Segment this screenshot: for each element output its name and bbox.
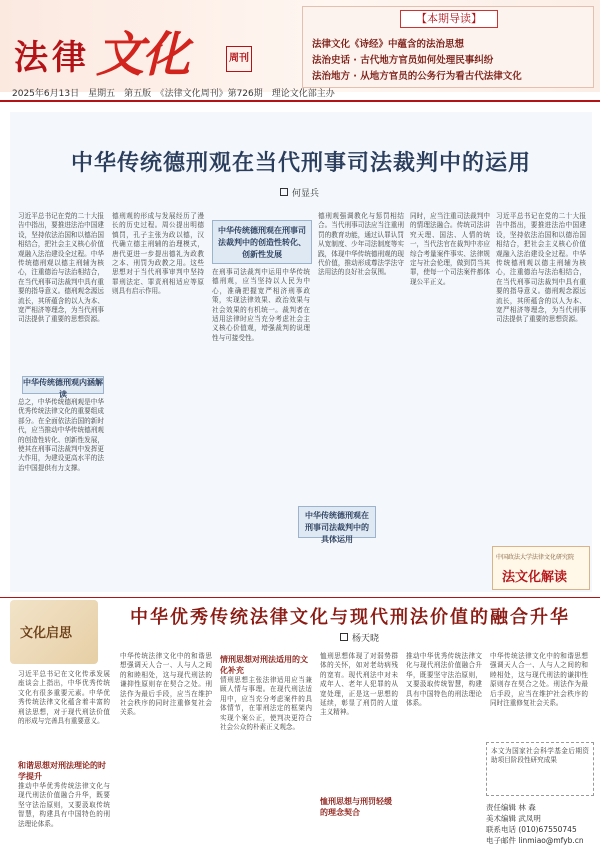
article2-author: 杨天晓: [352, 634, 380, 644]
byline-square-icon: [280, 188, 288, 196]
credit-editor: 责任编辑 林 森: [486, 803, 536, 812]
article1-column-6: 习近平总书记在党的二十大报告中指出，要推进法治中国建设，坚持依法治国和以德治国相结合，把社会主义核心价值观融入法治建设全过程。中华传统德刑观以德主刑辅为核心，注重德治与法治相结合，在当代刑事司法裁判中具有重要的指导意义。德刑观念源远流长，其所蕴含的以人为本、宽严相济等理念，为当代刑事司法提供了重要的思想资源。: [496, 212, 586, 324]
article1-column-2: 德刑观的形成与发展经历了漫长的历史过程。周公提出明德慎罚，孔子主张为政以德，汉代确立德主刑辅的治理模式，唐代更进一步提出德礼为政教之本、刑罚为政教之用。这些思想对于当代刑事审判中坚持罪刑法定、罪责刑相适应等原则具有启示作用。: [112, 212, 204, 296]
article1-subhead-3: 中华传统德刑观在刑事司法裁判中的具体运用: [305, 511, 369, 544]
article2-column-2: 中华传统法律文化中的和谐思想强调天人合一、人与人之间的和睦相处，这与现代刑法的谦抑性原则存在契合之处。刑法作为最后手段，应当在维护社会秩序的同时注重修复社会关系。: [120, 652, 212, 717]
fund-note-box: [486, 742, 594, 796]
top-divider: [0, 100, 600, 102]
credit-art-editor: 美术编辑 武凤明: [486, 814, 541, 823]
article1-subhead-box-1: [22, 376, 104, 399]
article2-column-4: 恤刑思想体现了对弱势群体的关怀，如对老幼病残的宽宥。现代刑法中对未成年人、老年人犯罪的从宽处理，正是这一思想的延续，彰显了刑罚的人道主义精神。: [320, 652, 398, 717]
weekly-seal: 周刊: [226, 46, 252, 72]
article1-column-4: 德刑观强调教化与惩罚相结合。当代刑事司法应当注重刑罚的教育功能，通过认罪认罚从宽制度、少年司法制度等实践，体现中华传统德刑观的现代价值，推动形成尊法学法守法用法的良好社会氛围。: [318, 212, 404, 277]
guide-item[interactable]: 法治地方 · 从地方官员的公务行为看古代法律文化: [312, 71, 522, 82]
article2-column-3: 情刑思想主张法律适用应当兼顾人情与事理。在现代刑法适用中，应当充分考虑案件的具体情节，在罪刑法定的框架内实现个案公正，使判决更符合社会公众的朴素正义观念。: [220, 676, 312, 732]
masthead-law-title: 法律: [14, 38, 90, 78]
masthead-culture-title: 文化: [96, 27, 189, 83]
article1-byline: [280, 186, 319, 199]
byline-square-icon: [340, 633, 348, 641]
editor-credits: [486, 802, 592, 846]
article2-column-1b: 推动中华优秀传统法律文化与现代刑法价值融合升华，既要坚守法治原则，又要汲取传统智慧，构建具有中国特色的刑法理论体系。: [18, 782, 110, 828]
article1-column-5: 同时，应当注重司法裁判中的情理法融合。传统司法讲究天理、国法、人情的统一，当代法官在裁判中亦应综合考量案件事实、法律规定与社会伦理，做到罚当其罪，使每一个司法案件都体现公平正义。: [410, 212, 490, 286]
article1-subhead-box-3: [298, 506, 376, 544]
article1-headline: 中华传统德刑观在当代刑事司法裁判中的运用: [70, 150, 531, 176]
column-label: 文化启思: [20, 626, 73, 641]
article2-subhead-2: 情刑思想对刑法适用的文化补充: [220, 655, 308, 675]
credit-email[interactable]: 电子邮件 linmiao@mfyb.cn: [486, 836, 584, 845]
article1-column-1b: 总之，中华传统德刑观是中华优秀传统法律文化的重要组成部分。在全面依法治国的新时代，应当推动中华传统德刑观的创造性转化、创新性发展，使其在刑事司法裁判中发挥更大作用，为建设更高水平的法治中国提供有力支撑。: [18, 398, 104, 472]
article2-column-1: 习近平总书记在文化传承发展座谈会上指出，中华优秀传统文化有很多重要元素。中华优秀传统法律文化蕴含着丰富的刑法思想，对于现代刑法价值的形成与完善具有重要意义。: [18, 670, 110, 726]
fund-note: 本文为国家社会科学基金后期资助项目阶段性研究成果: [491, 747, 589, 765]
guide-title: 【本期导读】: [400, 10, 498, 28]
article2-headline: 中华优秀传统法律文化与现代刑法价值的融合升华: [130, 607, 570, 628]
article1-subhead-2: 中华传统德刑观在刑事司法裁判中的创造性转化、创新性发展: [218, 226, 306, 259]
guide-item[interactable]: 法治史话 · 古代地方官员如何处理民事纠纷: [312, 55, 494, 66]
guide-item[interactable]: 法律文化《诗经》中蕴含的法治思想: [312, 39, 465, 50]
article2-subhead-1: 和谐思想对刑法理论的时学提升: [18, 761, 106, 781]
issue-info: 2025年6月13日 星期五 第五版 《法律文化周刊》第726期 理论文化部主办: [12, 89, 335, 99]
article2-byline: [340, 631, 379, 644]
article1-subhead-box-2: [212, 220, 312, 264]
article2-subhead-3: 恤刑思想与刑罚轻缓的理念契合: [320, 797, 392, 817]
article1-subhead-1: 中华传统德刑观内涵解读: [23, 378, 103, 399]
promo-title: 法文化解读: [502, 570, 568, 585]
section-divider: [0, 597, 600, 598]
article2-column-5: 推动中华优秀传统法律文化与现代刑法价值融合升华，既要坚守法治原则，又要汲取传统智慧，构建具有中国特色的刑法理论体系。: [406, 652, 482, 708]
promo-institute: 中国政法大学法律文化研究院: [496, 554, 575, 561]
article1-author: 何显兵: [292, 189, 320, 199]
article2-column-6: 中华传统法律文化中的和谐思想强调天人合一、人与人之间的和睦相处，这与现代刑法的谦抑性原则存在契合之处。刑法作为最后手段，应当在维护社会秩序的同时注重修复社会关系。: [490, 652, 588, 708]
article1-column-3: 在刑事司法裁判中运用中华传统德刑观，应当坚持以人民为中心，准确把握宽严相济刑事政策，实现法律效果、政治效果与社会效果的有机统一。裁判者在适用法律时应当充分考虑社会主义核心价值观，增强裁判的说理性与可接受性。: [212, 268, 310, 342]
credit-phone: 联系电话 (010)67550745: [486, 825, 577, 834]
article1-column-1: 习近平总书记在党的二十大报告中指出，要推进法治中国建设，坚持依法治国和以德治国相结合，把社会主义核心价值观融入法治建设全过程。中华传统德刑观以德主刑辅为核心，注重德治与法治相结合，在当代刑事司法裁判中具有重要的指导意义。德刑观念源远流长，其所蕴含的以人为本、宽严相济等理念，为当代刑事司法提供了重要的思想资源。: [18, 212, 104, 324]
